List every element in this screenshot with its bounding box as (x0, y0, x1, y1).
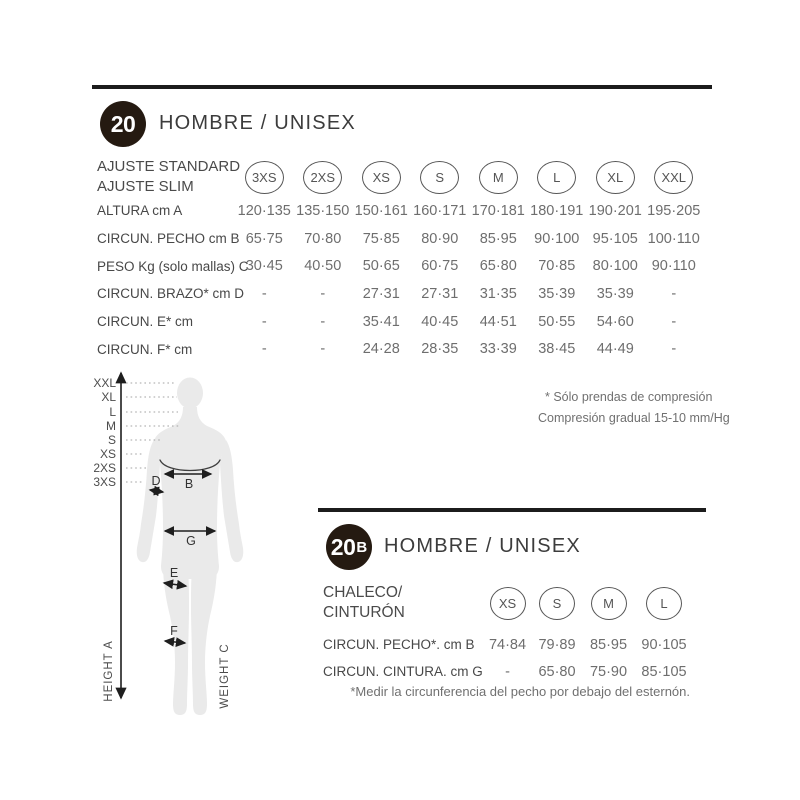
size-circle-s: S (539, 587, 575, 620)
table-row: CIRCUN. BRAZO* cm D - - 27·31 27·31 31·35 35·39 35·39 - (97, 285, 677, 302)
size-circle-xs: XS (362, 161, 401, 194)
measure-label-b: B (184, 477, 194, 491)
size-circle-2xs: 2XS (303, 161, 342, 194)
table-row: CIRCUN. E* cm - - 35·41 40·45 44·51 50·55 54·60 - (97, 313, 677, 330)
table-row: CIRCUN. CINTURA. cm G - 65·80 75·90 85·105 (323, 663, 687, 680)
size-circle-3xs: 3XS (245, 161, 284, 194)
measure-label-d: D (151, 474, 161, 488)
fit-label (97, 157, 241, 197)
diagram-size-label: M (106, 419, 116, 433)
section2-badge-suffix: B (356, 538, 368, 556)
chest-measure-footnote: *Medir la circunferencia del pecho por debajo del esternón. (350, 684, 690, 699)
table-row: CIRCUN. F* cm - - 24·28 28·35 33·39 38·45 44·49 - (97, 341, 677, 358)
table-row: ALTURA cm A 120·135 135·150 150·161 160·171 170·181 180·191 190·201 195·205 (97, 202, 701, 219)
product-cinturon: CINTURÓN (323, 604, 405, 621)
diagram-size-label: XS (99, 447, 116, 461)
product-label (323, 583, 483, 623)
size-circle-xxl: XXL (654, 161, 693, 194)
fit-standard: AJUSTE STANDARD (97, 158, 241, 175)
section2-badge (326, 524, 372, 570)
section2-badge-number: 20 (330, 533, 356, 560)
size-circle-m: M (591, 587, 627, 620)
size-table-main (97, 197, 703, 363)
section1-top-rule (92, 85, 712, 89)
footnote-gradual-compression: Compresión gradual 15-10 mm/Hg (538, 411, 730, 425)
measure-label-f: F (170, 624, 178, 638)
size-table-vest (323, 631, 693, 685)
diagram-size-label: XL (101, 390, 116, 404)
table-row: CIRCUN. PECHO cm B 65·75 70·80 75·85 80·90 85·95 90·100 95·105 100·110 (97, 230, 700, 247)
height-axis-label: HEIGHT A (103, 640, 115, 702)
size-circle-l: L (537, 161, 576, 194)
compression-footnotes (538, 387, 730, 429)
section1-badge (100, 101, 146, 147)
section2-top-rule (318, 508, 706, 512)
size-circle-xl: XL (596, 161, 635, 194)
table-row: PESO Kg (solo mallas) C 30·45 40·50 50·65 60·75 65·80 70·85 80·100 90·110 (97, 258, 696, 275)
section1-size-header (97, 154, 703, 200)
diagram-size-label: L (109, 405, 116, 419)
section1-badge-number: 20 (110, 110, 136, 137)
size-circle-xs: XS (490, 587, 526, 620)
diagram-size-label: 2XS (93, 461, 116, 475)
size-circle-m: M (479, 161, 518, 194)
diagram-size-label: 3XS (93, 475, 116, 489)
measure-label-g: G (186, 534, 196, 548)
table-row: CIRCUN. PECHO*. cm B 74·84 79·89 85·95 90·105 (323, 636, 687, 653)
measure-label-e: E (169, 566, 179, 580)
diagram-size-label: S (107, 433, 116, 447)
section1-title: HOMBRE / UNISEX (159, 112, 356, 134)
section2-title: HOMBRE / UNISEX (384, 535, 581, 557)
section2-size-header (323, 583, 693, 619)
body-measurement-diagram (85, 366, 247, 730)
product-chaleco: CHALECO/ (323, 584, 403, 601)
fit-slim: AJUSTE SLIM (97, 178, 194, 195)
diagram-size-label: XXL (93, 376, 116, 390)
footnote-compression-only: * Sólo prendas de compresión (545, 390, 713, 404)
size-circle-l: L (646, 587, 682, 620)
weight-axis-label: WEIGHT C (219, 643, 231, 709)
size-circle-s: S (420, 161, 459, 194)
